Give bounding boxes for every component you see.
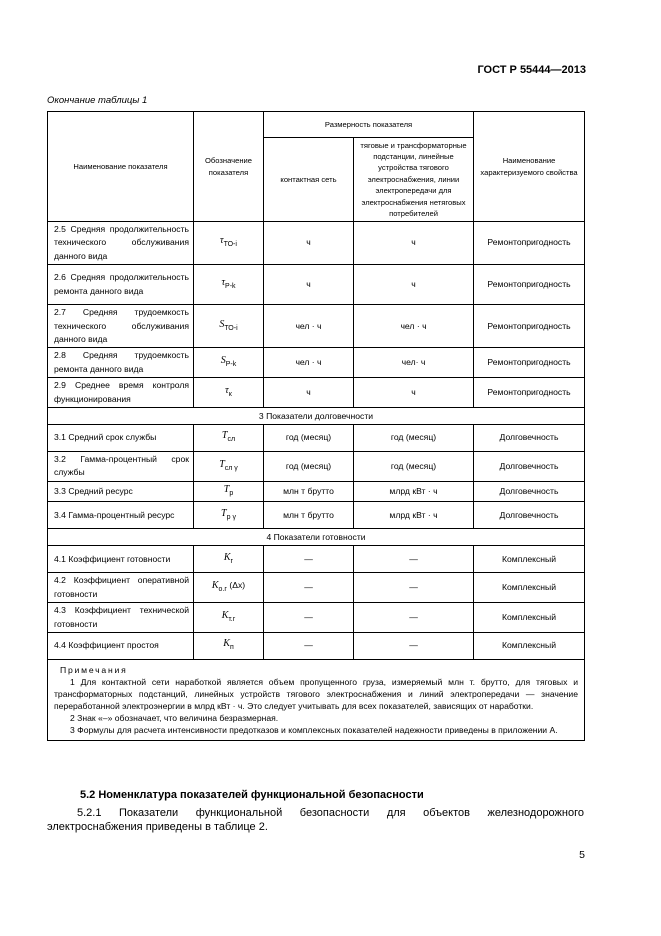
row-symbol-sub: т.г (228, 615, 236, 623)
row-dim-contact: млн т брутто (264, 502, 354, 529)
row-name: 4.4 Коэффициент простоя (48, 632, 194, 659)
row-dim-substations: ч (354, 378, 474, 408)
row-name: 2.8 Средняя трудоемкость ремонта данного вида (48, 348, 194, 378)
row-name: 4.2 Коэффициент оперативной готовности (48, 573, 194, 603)
row-symbol: T (219, 458, 225, 470)
row-property: Комплексный (474, 573, 585, 603)
row-dim-contact: — (264, 603, 354, 633)
row-property: Ремонтопригодность (474, 222, 585, 265)
row-dim-substations: чел· ч (354, 348, 474, 378)
table-row (48, 425, 585, 452)
table-row (48, 502, 585, 529)
row-property: Ремонтопригодность (474, 378, 585, 408)
row-property: Ремонтопригодность (474, 305, 585, 348)
table-row (48, 452, 585, 482)
row-dim-substations: — (354, 603, 474, 633)
row-dim-contact: — (264, 573, 354, 603)
row-property: Комплексный (474, 632, 585, 659)
row-symbol: τ (221, 277, 226, 289)
row-dim-contact: чел · ч (264, 305, 354, 348)
note-2: 2 Знак «–» обозначает, что величина безразмерная. (70, 712, 279, 723)
row-name: 3.4 Гамма-процентный ресурс (48, 502, 194, 529)
row-dim-substations: год (месяц) (354, 425, 474, 452)
note-3: 3 Формулы для расчета интенсивности предотказов и комплексных показателей надежности приведены в приложении А. (70, 724, 558, 735)
table-row (48, 603, 585, 633)
row-symbol-sub: г (230, 557, 234, 565)
row-symbol: K (221, 609, 229, 621)
row-symbol-sub: сл γ (224, 464, 238, 472)
table-caption: Окончание таблицы 1 (47, 95, 148, 106)
header-dim-contact: контактная сеть (264, 138, 354, 222)
row-dim-substations: — (354, 546, 474, 573)
row-dim-contact: год (месяц) (264, 425, 354, 452)
row-property: Ремонтопригодность (474, 348, 585, 378)
row-dim-substations: чел · ч (354, 305, 474, 348)
row-symbol-sub: ТО-i (224, 324, 238, 332)
row-dim-contact: — (264, 632, 354, 659)
row-symbol: T (221, 507, 227, 519)
row-name: 2.5 Средняя продолжительность технического обслуживания данного вида (48, 222, 194, 265)
row-name: 3.1 Средний срок службы (48, 425, 194, 452)
row-symbol-sub: Р-k (225, 361, 237, 369)
row-dim-contact: ч (264, 222, 354, 265)
table-row (48, 348, 585, 378)
row-symbol-sub: Р-k (225, 283, 236, 291)
row-property: Долговечность (474, 502, 585, 529)
row-property: Долговечность (474, 425, 585, 452)
row-name: 3.2 Гамма-процентный срок службы (48, 452, 194, 482)
section-heading-durability: 3 Показатели долговечности (48, 408, 585, 425)
row-property: Долговечность (474, 481, 585, 501)
row-symbol-sub: р (229, 489, 234, 497)
table-row (48, 481, 585, 501)
row-symbol-extra: (Δx) (226, 579, 246, 590)
row-dim-substations: год (месяц) (354, 452, 474, 482)
note-1: 1 Для контактной сети наработкой является объем пропущенного груза, измеряемый млн т. брутто, для тяговых и трансформаторных подстанций, линейных устройств тягового электроснабжения и линий электропередачи — значение переработанной электроэнергии в млрд кВт · ч. Это следует учитывать для всех показателей, зависящих от наработки. (54, 676, 579, 711)
page-number: 5 (579, 849, 585, 861)
row-dim-substations: млрд кВт · ч (354, 502, 474, 529)
row-dim-contact: млн т брутто (264, 481, 354, 501)
row-symbol: τ (220, 235, 224, 247)
row-symbol: K (223, 551, 231, 563)
table-row (48, 546, 585, 573)
row-dim-substations: ч (354, 265, 474, 305)
table-row (48, 305, 585, 348)
row-symbol-sub: о.г (218, 585, 227, 593)
row-name: 3.3 Средний ресурс (48, 481, 194, 501)
row-symbol: τ (225, 384, 229, 396)
table-row (48, 265, 585, 305)
section-heading-readiness: 4 Показатели готовности (48, 529, 585, 546)
row-symbol: T (223, 483, 230, 495)
header-property: Наименование характеризуемого свойства (474, 112, 585, 222)
row-name: 2.7 Средняя трудоемкость технического обслуживания данного вида (48, 305, 194, 348)
notes-title: Примечания (60, 664, 128, 675)
row-symbol-sub: сл (227, 436, 236, 444)
row-symbol-sub: ТО-i (223, 241, 237, 249)
table-notes (48, 659, 585, 740)
row-symbol-sub: р γ (226, 513, 236, 521)
row-dim-contact: чел · ч (264, 348, 354, 378)
row-symbol: K (211, 579, 219, 591)
header-designation: Обозначение показателя (194, 112, 264, 222)
section-heading-5-2: 5.2 Номенклатура показателей функциональной безопасности (80, 789, 424, 801)
row-symbol-sub: п (229, 644, 234, 652)
row-name: 2.6 Средняя продолжительность ремонта данного вида (48, 265, 194, 305)
row-dim-substations: млрд кВт · ч (354, 481, 474, 501)
paragraph-text: 5.2.1 Показатели функциональной безопасности для объектов железнодорожного электроснабжения приведены в таблице 2. (47, 807, 584, 833)
header-dim-substations: тяговые и трансформаторные подстанции, линейные устройства тягового электроснабжения, линии электропередачи для электроснабжения нетяговых потребителей (354, 138, 474, 222)
header-name: Наименование показателя (48, 112, 194, 222)
indicators-table (47, 111, 585, 741)
row-name: 4.3 Коэффициент технической готовности (48, 603, 194, 633)
row-symbol: T (221, 430, 228, 442)
table-row (48, 222, 585, 265)
document-header: ГОСТ Р 55444—2013 (477, 64, 586, 76)
table-row (48, 378, 585, 408)
paragraph-5-2-1 (47, 806, 584, 834)
row-property: Комплексный (474, 603, 585, 633)
table-row (48, 573, 585, 603)
table-row (48, 632, 585, 659)
row-symbol: S (220, 355, 226, 367)
row-name: 4.1 Коэффициент готовности (48, 546, 194, 573)
row-symbol: S (219, 318, 225, 330)
row-dim-contact: год (месяц) (264, 452, 354, 482)
row-dim-substations: ч (354, 222, 474, 265)
row-property: Долговечность (474, 452, 585, 482)
row-dim-contact: ч (264, 265, 354, 305)
row-dim-contact: — (264, 546, 354, 573)
row-symbol: K (223, 638, 230, 650)
row-symbol-sub: к (228, 390, 232, 398)
row-dim-substations: — (354, 573, 474, 603)
row-property: Ремонтопригодность (474, 265, 585, 305)
row-dim-substations: — (354, 632, 474, 659)
row-property: Комплексный (474, 546, 585, 573)
row-dim-contact: ч (264, 378, 354, 408)
row-name: 2.9 Среднее время контроля функционирования (48, 378, 194, 408)
header-dimension: Размерность показателя (264, 112, 474, 138)
